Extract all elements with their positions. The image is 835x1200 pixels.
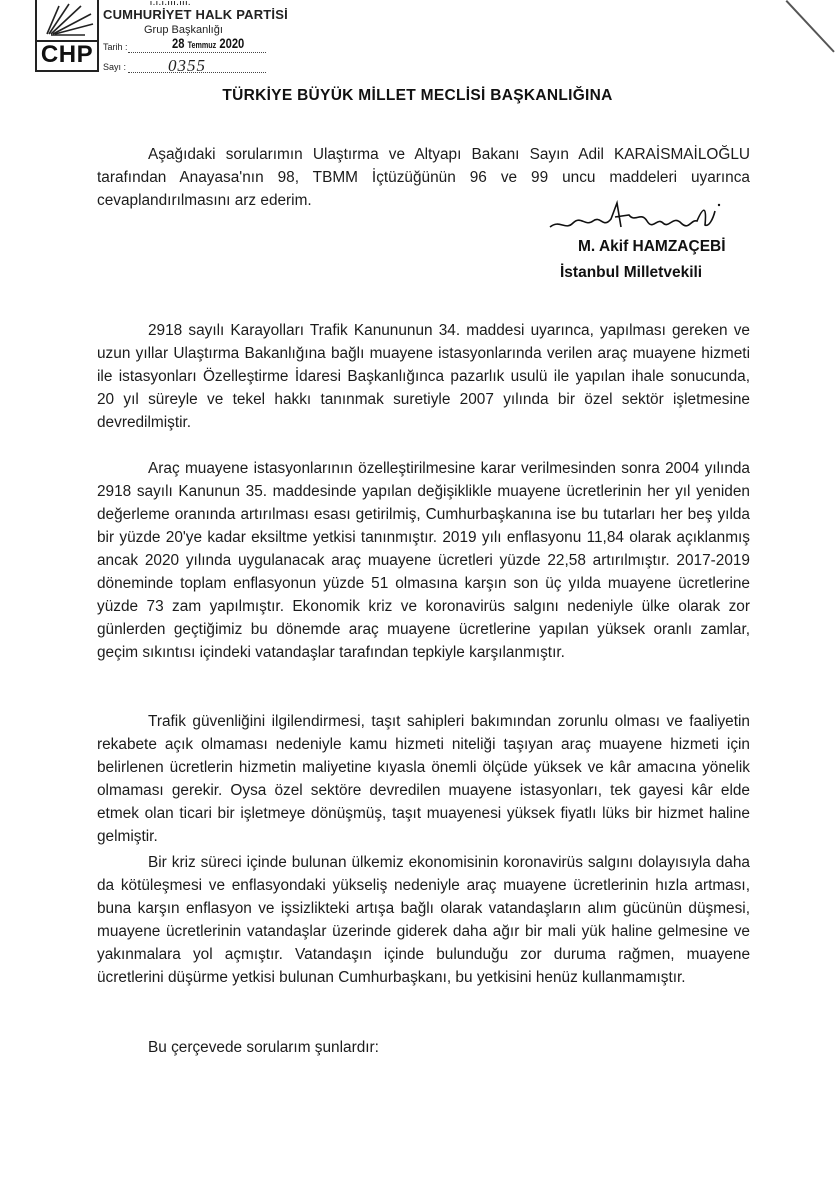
scan-edge-line bbox=[786, 0, 835, 53]
logo-text: CHP bbox=[40, 41, 94, 68]
sayi-value: 0355 bbox=[168, 56, 206, 75]
document-title: TÜRKİYE BÜYÜK MİLLET MECLİSİ BAŞKANLIĞINA bbox=[222, 87, 613, 104]
handwritten-signature bbox=[545, 197, 725, 237]
party-name: CUMHURİYET HALK PARTİSİ bbox=[103, 7, 288, 22]
tarih-month: Temmuz bbox=[187, 40, 217, 50]
tarih-label: Tarih : bbox=[103, 42, 128, 52]
signer-name: M. Akif HAMZAÇEBİ bbox=[578, 238, 726, 255]
body-paragraph: Bir kriz süreci içinde bulunan ülkemiz ekonomisinin koronavirüs salgını dolayısıyla daha da kötüleşmesi ve enflasyondaki yükseliş nedeniyle araç muayene ücretlerinin hızla artması, buna karşın enflasyon ve işsizlikteki artışa bağlı olarak vatandaşların alım gücünün düşmesi, muayene ücretlerinin vatandaşlar üzerinde giderek daha ağır bir mali yük haline gelmesine ve yakınmalara yol açmıştır. Vatandaşın içinde bulunduğu zor duruma rağmen, muayene ücretlerini düşürme yetkisi bulunan Cumhurbaşkanı, bu yetkisini henüz kullanmamıştır. bbox=[97, 854, 750, 986]
stamp-top-marks: ı.ı.ı.ııı.ııı. bbox=[150, 0, 192, 7]
tarih-year: 2020 bbox=[219, 35, 245, 51]
tarih-day: 28 bbox=[172, 35, 185, 51]
group-name: Grup Başkanlığı bbox=[144, 24, 223, 36]
intro-paragraph: Aşağıdaki sorularımın Ulaştırma ve Altyapı Bakanı Sayın Adil KARAİSMAİLOĞLU tarafından Anayasa'nın 98, TBMM İçtüzüğünün 96 ve 99 uncu maddeleri uyarınca cevaplandırılmasını arz ederim. bbox=[97, 146, 750, 209]
sayi-label: Sayı : bbox=[103, 62, 127, 72]
signer-title: İstanbul Milletvekili bbox=[560, 264, 703, 281]
chp-logo bbox=[35, 0, 99, 72]
tarih-value bbox=[172, 35, 244, 51]
questions-lead-in: Bu çerçevede sorularım şunlardır: bbox=[148, 1039, 379, 1056]
body-paragraph: Araç muayene istasyonlarının özelleştirilmesine karar verilmesinden sonra 2004 yılında 2918 sayılı Kanunun 35. maddesinde yapılan değişiklikle muayene ücretlerinin her yıl yeniden değerleme oranında artırılması esası getirilmiş, Cumhurbaşkanına ise bu tutarları her beş yılda bir yüzde 20'ye kadar eksiltme yetkisi tanınmıştır. 2019 yılı enflasyonu 11,84 olarak açıklanmış ancak 2020 yılında uygulanacak araç muayene ücretleri yüzde 22,58 artırılmıştır. 2017-2019 döneminde toplam enflasyonun yüzde 51 olmasına karşın son üç yılda muayene ücretlerine yüzde 73 zam yapılmıştır. Ekonomik kriz ve koronavirüs salgını nedeniyle ülke olarak zor günlerden geçtiğimiz bu dönemde araç muayene ücretlerine yapılan yüksek oranlı zamlar, geçim sıkıntısı içindeki vatandaşlar tarafından tepkiyle karşılanmıştır. bbox=[97, 460, 750, 661]
body-paragraph: 2918 sayılı Karayolları Trafik Kanununun 34. maddesi uyarınca, yapılması gereken ve uzun yıllar Ulaştırma Bakanlığına bağlı muayene istasyonlarında verilen araç muayene hizmeti ile istasyonları Özelleştirme İdaresi Başkanlığınca pazarlık usulü ile yapılan ihale sonucunda, 20 yıl süreyle ve tekel hakkı tanınmak suretiyle 2007 yılında bir özel sektör işletmesine devredilmiştir. bbox=[97, 322, 750, 431]
sun-rays-icon bbox=[37, 0, 97, 38]
body-paragraph: Trafik güvenliğini ilgilendirmesi, taşıt sahipleri bakımından zorunlu olması ve faaliyetin rekabete açık olmaması nedeniyle kamu hizmeti niteliği taşıyan araç muayene hizmeti için belirlenen ücretlerin hizmetin maliyetine kıyasla önemli ölçüde yüksek ve kâr amacına yönelik olmaması gerekir. Oysa özel sektöre devredilen muayene istasyonları, tek gayesi kâr elde etmek olan ticari bir işletmeye dönüşmüş, taşıt muayenesi yüksek fiyatlı lüks bir hizmet haline gelmiştir. bbox=[97, 713, 750, 845]
